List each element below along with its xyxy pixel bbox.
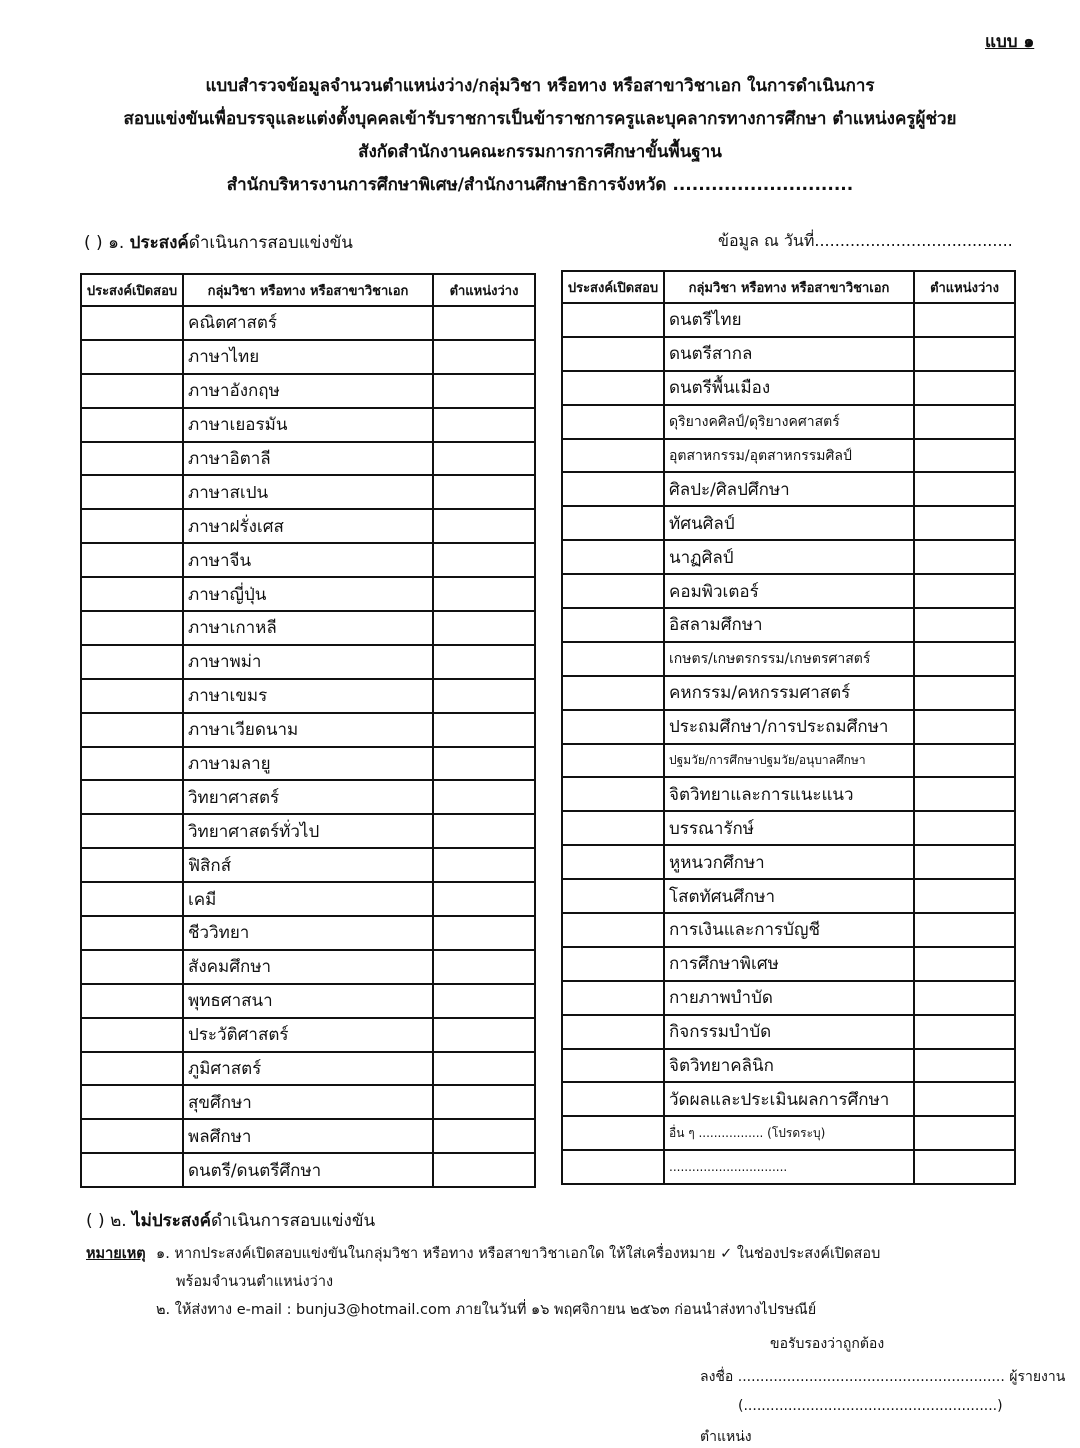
table-row xyxy=(81,950,535,984)
table-header-row xyxy=(81,274,535,306)
subject-name: ภาษามลายู xyxy=(183,747,433,781)
subject-name: ภูมิศาสตร์ xyxy=(183,1052,433,1086)
open-checkbox-cell[interactable] xyxy=(562,439,664,473)
header-subject: กลุ่มวิชา หรือทาง หรือสาขาวิชาเอก xyxy=(183,274,433,306)
note-2: ๒. ให้ส่งทาง e-mail : bunju3@hotmail.com ภายในวันที่ ๑๖ พฤศจิกายน ๒๕๖๓ ก่อนนำส่งทางไปรษณีย์ xyxy=(156,1302,817,1318)
open-checkbox-cell[interactable] xyxy=(81,814,183,848)
table-row xyxy=(81,577,535,611)
table-row xyxy=(81,713,535,747)
open-checkbox-cell[interactable] xyxy=(562,472,664,506)
open-checkbox-cell[interactable] xyxy=(81,374,183,408)
vacancy-count-cell[interactable] xyxy=(914,303,1015,337)
subject-name: การศึกษาพิเศษ xyxy=(664,947,914,981)
vacancy-count-cell[interactable] xyxy=(914,439,1015,473)
open-checkbox-cell[interactable] xyxy=(81,747,183,781)
vacancy-count-cell[interactable] xyxy=(914,947,1015,981)
option-1[interactable] xyxy=(84,229,353,256)
table-row xyxy=(81,1119,535,1153)
subject-name: จิตวิทยาและการแนะแนว xyxy=(664,777,914,811)
vacancy-count-cell[interactable] xyxy=(433,645,535,679)
open-checkbox-cell[interactable] xyxy=(81,645,183,679)
open-checkbox-cell[interactable] xyxy=(562,710,664,744)
vacancy-count-cell[interactable] xyxy=(914,574,1015,608)
table-row xyxy=(81,814,535,848)
subject-name: ศิลปะ/ศิลปศึกษา xyxy=(664,472,914,506)
signature-line[interactable]: ลงชื่อ ............................................................ ผู้รายงาน xyxy=(700,1369,1066,1385)
table-row xyxy=(81,679,535,713)
table-row xyxy=(562,574,1015,608)
vacancy-count-cell[interactable] xyxy=(914,744,1015,778)
vacancy-count-cell[interactable] xyxy=(914,1150,1015,1184)
subject-name: นาฏศิลป์ xyxy=(664,540,914,574)
note-1-continued: พร้อมจำนวนตำแหน่งว่าง xyxy=(176,1274,334,1290)
vacancy-count-cell[interactable] xyxy=(914,608,1015,642)
open-checkbox-cell[interactable] xyxy=(81,1052,183,1086)
table-row xyxy=(562,303,1015,337)
header-open: ประสงค์เปิดสอบ xyxy=(562,271,664,303)
table-row xyxy=(81,916,535,950)
vacancy-count-cell[interactable] xyxy=(433,1119,535,1153)
subject-name: ปฐมวัย/การศึกษาปฐมวัย/อนุบาลศึกษา xyxy=(664,744,914,778)
vacancy-count-cell[interactable] xyxy=(914,879,1015,913)
subject-name: ภาษาสเปน xyxy=(183,475,433,509)
open-checkbox-cell[interactable] xyxy=(81,780,183,814)
vacancy-count-cell[interactable] xyxy=(914,405,1015,439)
table-row xyxy=(81,1153,535,1187)
table-row xyxy=(81,442,535,476)
open-checkbox-cell[interactable] xyxy=(81,713,183,747)
vacancy-count-cell[interactable] xyxy=(914,777,1015,811)
open-checkbox-cell[interactable] xyxy=(81,679,183,713)
table-row xyxy=(81,747,535,781)
table-row xyxy=(81,374,535,408)
certify-text: ขอรับรองว่าถูกต้อง xyxy=(770,1336,885,1352)
subject-table-right xyxy=(561,270,1016,1185)
form-heading xyxy=(0,70,1080,202)
table-row xyxy=(562,540,1015,574)
note-1: ๑. หากประสงค์เปิดสอบแข่งขันในกลุ่มวิชา หรือทาง หรือสาขาวิชาเอกใด ให้ใส่เครื่องหมาย ✓ ในช่องประสงค์เปิดสอบ xyxy=(156,1246,881,1262)
open-checkbox-cell[interactable] xyxy=(562,1150,664,1184)
header-vacant: ตำแหน่งว่าง xyxy=(433,274,535,306)
notes-label: หมายเหตุ xyxy=(86,1246,146,1262)
subject-name: ดนตรีพื้นเมือง xyxy=(664,371,914,405)
table-row xyxy=(562,710,1015,744)
table-row xyxy=(562,981,1015,1015)
open-checkbox-cell[interactable] xyxy=(81,340,183,374)
table-row xyxy=(562,405,1015,439)
open-checkbox-cell[interactable] xyxy=(81,848,183,882)
vacancy-count-cell[interactable] xyxy=(433,848,535,882)
open-checkbox-cell[interactable] xyxy=(562,574,664,608)
vacancy-count-cell[interactable] xyxy=(433,814,535,848)
subject-name: วัดผลและประเมินผลการศึกษา xyxy=(664,1082,914,1116)
subject-name: ภาษาพม่า xyxy=(183,645,433,679)
table-row xyxy=(562,1015,1015,1049)
vacancy-count-cell[interactable] xyxy=(914,811,1015,845)
subject-name: ประวัติศาสตร์ xyxy=(183,1018,433,1052)
open-checkbox-cell[interactable] xyxy=(562,337,664,371)
vacancy-count-cell[interactable] xyxy=(433,374,535,408)
subject-name: ดุริยางคศิลป์/ดุริยางคศาสตร์ xyxy=(664,405,914,439)
table-row xyxy=(562,947,1015,981)
subject-name: ฟิสิกส์ xyxy=(183,848,433,882)
table-row xyxy=(562,642,1015,676)
subject-name: ภาษาญี่ปุ่น xyxy=(183,577,433,611)
table-row xyxy=(562,1049,1015,1083)
form-code: แบบ ๑ xyxy=(985,32,1035,52)
vacancy-count-cell[interactable] xyxy=(914,540,1015,574)
open-checkbox-cell[interactable] xyxy=(81,509,183,543)
vacancy-count-cell[interactable] xyxy=(433,780,535,814)
table-row xyxy=(562,371,1015,405)
position-label: ตำแหน่ง xyxy=(700,1429,752,1445)
subject-name: การเงินและการบัญชี xyxy=(664,913,914,947)
subject-name: ชีววิทยา xyxy=(183,916,433,950)
table-row xyxy=(562,913,1015,947)
subject-name: วิทยาศาสตร์ xyxy=(183,780,433,814)
vacancy-count-cell[interactable] xyxy=(914,1082,1015,1116)
table-row xyxy=(81,780,535,814)
vacancy-count-cell[interactable] xyxy=(433,340,535,374)
vacancy-count-cell[interactable] xyxy=(433,747,535,781)
subject-name: อุตสาหกรรม/อุตสาหกรรมศิลป์ xyxy=(664,439,914,473)
subject-name: วิทยาศาสตร์ทั่วไป xyxy=(183,814,433,848)
table-row xyxy=(81,645,535,679)
vacancy-count-cell[interactable] xyxy=(914,981,1015,1015)
vacancy-count-cell[interactable] xyxy=(433,577,535,611)
open-checkbox-cell[interactable] xyxy=(81,442,183,476)
open-checkbox-cell[interactable] xyxy=(81,475,183,509)
header-open: ประสงค์เปิดสอบ xyxy=(81,274,183,306)
open-checkbox-cell[interactable] xyxy=(562,1082,664,1116)
open-checkbox-cell[interactable] xyxy=(562,540,664,574)
vacancy-count-cell[interactable] xyxy=(433,1052,535,1086)
open-checkbox-cell[interactable] xyxy=(562,371,664,405)
table-row xyxy=(81,475,535,509)
open-checkbox-cell[interactable] xyxy=(81,1153,183,1187)
table-row xyxy=(81,340,535,374)
vacancy-count-cell[interactable] xyxy=(433,509,535,543)
open-checkbox-cell[interactable] xyxy=(562,777,664,811)
open-checkbox-cell[interactable] xyxy=(562,506,664,540)
subject-name: สุขศึกษา xyxy=(183,1085,433,1119)
vacancy-count-cell[interactable] xyxy=(914,1015,1015,1049)
vacancy-count-cell[interactable] xyxy=(914,710,1015,744)
subject-name: ภาษาจีน xyxy=(183,543,433,577)
subject-name: จิตวิทยาคลินิก xyxy=(664,1049,914,1083)
subject-name: โสตทัศนศึกษา xyxy=(664,879,914,913)
open-checkbox-cell[interactable] xyxy=(81,1085,183,1119)
table-row xyxy=(81,1052,535,1086)
table-row xyxy=(562,811,1015,845)
vacancy-count-cell[interactable] xyxy=(433,1085,535,1119)
open-checkbox-cell[interactable] xyxy=(81,950,183,984)
vacancy-count-cell[interactable] xyxy=(433,916,535,950)
subject-name: ภาษาเยอรมัน xyxy=(183,408,433,442)
subject-name: ดนตรีสากล xyxy=(664,337,914,371)
subject-name: พลศึกษา xyxy=(183,1119,433,1153)
vacancy-count-cell[interactable] xyxy=(433,475,535,509)
open-checkbox-cell[interactable] xyxy=(562,981,664,1015)
as-of-date: ข้อมูล ณ วันที่....................................... xyxy=(718,231,1013,250)
vacancy-count-cell[interactable] xyxy=(433,442,535,476)
open-checkbox-cell[interactable] xyxy=(562,811,664,845)
option-2[interactable] xyxy=(86,1207,375,1234)
subject-name: เคมี xyxy=(183,882,433,916)
open-checkbox-cell[interactable] xyxy=(81,611,183,645)
vacancy-count-cell[interactable] xyxy=(433,1153,535,1187)
open-checkbox-cell[interactable] xyxy=(562,1015,664,1049)
subject-name: ทัศนศิลป์ xyxy=(664,506,914,540)
open-checkbox-cell[interactable] xyxy=(81,882,183,916)
vacancy-count-cell[interactable] xyxy=(914,642,1015,676)
open-checkbox-cell[interactable] xyxy=(562,405,664,439)
subject-name: ภาษาอิตาลี xyxy=(183,442,433,476)
table-row xyxy=(81,509,535,543)
table-row xyxy=(81,611,535,645)
subject-name: กายภาพบำบัด xyxy=(664,981,914,1015)
subject-name: ดนตรีไทย xyxy=(664,303,914,337)
table-row xyxy=(81,543,535,577)
heading-line-3: สังกัดสำนักงานคณะกรรมการการศึกษาขั้นพื้นฐาน xyxy=(358,142,722,162)
subject-name: อื่น ๆ ................. (โปรดระบุ) xyxy=(664,1116,914,1150)
subject-name: อิสลามศึกษา xyxy=(664,608,914,642)
heading-line-1: แบบสำรวจข้อมูลจำนวนตำแหน่งว่าง/กลุ่มวิชา หรือทาง หรือสาขาวิชาเอก ในการดำเนินการ xyxy=(205,76,875,96)
open-checkbox-cell[interactable] xyxy=(562,744,664,778)
subject-name: ภาษาอังกฤษ xyxy=(183,374,433,408)
heading-line-2: สอบแข่งขันเพื่อบรรจุและแต่งตั้งบุคคลเข้ารับราชการเป็นข้าราชการครูและบุคลากรทางการศึกษา ตำแหน่งครูผู้ช่วย xyxy=(123,109,957,129)
open-checkbox-cell[interactable] xyxy=(81,306,183,340)
open-checkbox-cell[interactable] xyxy=(562,642,664,676)
subject-name: ประถมศึกษา/การประถมศึกษา xyxy=(664,710,914,744)
table-row xyxy=(81,408,535,442)
open-checkbox-cell[interactable] xyxy=(81,916,183,950)
vacancy-count-cell[interactable] xyxy=(433,408,535,442)
table-row xyxy=(562,879,1015,913)
open-checkbox-cell[interactable] xyxy=(562,845,664,879)
subject-name: สังคมศึกษา xyxy=(183,950,433,984)
table-row xyxy=(562,1082,1015,1116)
table-row xyxy=(562,676,1015,710)
vacancy-count-cell[interactable] xyxy=(433,984,535,1018)
table-row xyxy=(562,777,1015,811)
vacancy-count-cell[interactable] xyxy=(914,1116,1015,1150)
open-checkbox-cell[interactable] xyxy=(81,984,183,1018)
table-row xyxy=(562,439,1015,473)
vacancy-count-cell[interactable] xyxy=(433,1018,535,1052)
vacancy-count-cell[interactable] xyxy=(914,1049,1015,1083)
open-checkbox-cell[interactable] xyxy=(81,1119,183,1153)
subject-name: ภาษาเวียดนาม xyxy=(183,713,433,747)
open-checkbox-cell[interactable] xyxy=(562,947,664,981)
subject-name: ภาษาเขมร xyxy=(183,679,433,713)
subject-name: ภาษาเกาหลี xyxy=(183,611,433,645)
vacancy-count-cell[interactable] xyxy=(433,713,535,747)
vacancy-count-cell[interactable] xyxy=(433,543,535,577)
option-1-bold: ประสงค์ xyxy=(129,233,189,253)
option-2-bold: ไม่ประสงค์ xyxy=(132,1211,211,1231)
open-checkbox-cell[interactable] xyxy=(562,913,664,947)
vacancy-count-cell[interactable] xyxy=(433,950,535,984)
vacancy-count-cell[interactable] xyxy=(433,306,535,340)
table-row xyxy=(81,1018,535,1052)
subject-name: พุทธศาสนา xyxy=(183,984,433,1018)
open-checkbox-cell[interactable] xyxy=(81,543,183,577)
table-row xyxy=(81,306,535,340)
table-row xyxy=(562,337,1015,371)
open-checkbox-cell[interactable] xyxy=(81,1018,183,1052)
notes xyxy=(86,1240,880,1324)
header-vacant: ตำแหน่งว่าง xyxy=(914,271,1015,303)
subject-name: คอมพิวเตอร์ xyxy=(664,574,914,608)
subject-name: ............................... xyxy=(664,1150,914,1184)
table-row xyxy=(562,845,1015,879)
table-row xyxy=(81,882,535,916)
vacancy-count-cell[interactable] xyxy=(433,611,535,645)
subject-name: ภาษาฝรั่งเศส xyxy=(183,509,433,543)
option-2-prefix: ( ) ๒. xyxy=(86,1211,133,1231)
subject-name: ภาษาไทย xyxy=(183,340,433,374)
vacancy-count-cell[interactable] xyxy=(914,337,1015,371)
subject-name: บรรณารักษ์ xyxy=(664,811,914,845)
option-1-prefix: ( ) ๑. xyxy=(84,233,130,253)
open-checkbox-cell[interactable] xyxy=(81,577,183,611)
subject-table-left xyxy=(80,273,536,1188)
signature-name-line[interactable]: (.........................................................) xyxy=(738,1398,1003,1414)
table-row xyxy=(562,472,1015,506)
vacancy-count-cell[interactable] xyxy=(433,679,535,713)
subject-name: เกษตร/เกษตรกรรม/เกษตรศาสตร์ xyxy=(664,642,914,676)
table-row xyxy=(562,608,1015,642)
subject-name: หูหนวกศึกษา xyxy=(664,845,914,879)
vacancy-count-cell[interactable] xyxy=(914,371,1015,405)
vacancy-count-cell[interactable] xyxy=(914,506,1015,540)
open-checkbox-cell[interactable] xyxy=(562,879,664,913)
table-row xyxy=(562,744,1015,778)
heading-line-4: สำนักบริหารงานการศึกษาพิเศษ/สำนักงานศึกษาธิการจังหวัด ............................ xyxy=(226,175,854,195)
option-2-rest: ดำเนินการสอบแข่งขัน xyxy=(210,1211,376,1231)
vacancy-count-cell[interactable] xyxy=(914,676,1015,710)
subject-name: กิจกรรมบำบัด xyxy=(664,1015,914,1049)
table-header-row xyxy=(562,271,1015,303)
vacancy-count-cell[interactable] xyxy=(914,845,1015,879)
subject-name: ดนตรี/ดนตรีศึกษา xyxy=(183,1153,433,1187)
vacancy-count-cell[interactable] xyxy=(914,472,1015,506)
open-checkbox-cell[interactable] xyxy=(562,1116,664,1150)
option-1-rest: ดำเนินการสอบแข่งขัน xyxy=(188,233,353,253)
open-checkbox-cell[interactable] xyxy=(562,1049,664,1083)
table-row xyxy=(81,848,535,882)
table-row xyxy=(81,1085,535,1119)
open-checkbox-cell[interactable] xyxy=(81,408,183,442)
table-row xyxy=(562,506,1015,540)
vacancy-count-cell[interactable] xyxy=(433,882,535,916)
subject-name: คหกรรม/คหกรรมศาสตร์ xyxy=(664,676,914,710)
table-row xyxy=(562,1116,1015,1150)
table-row xyxy=(562,1150,1015,1184)
subject-name: คณิตศาสตร์ xyxy=(183,306,433,340)
open-checkbox-cell[interactable] xyxy=(562,303,664,337)
table-row xyxy=(81,984,535,1018)
header-subject: กลุ่มวิชา หรือทาง หรือสาขาวิชาเอก xyxy=(664,271,914,303)
open-checkbox-cell[interactable] xyxy=(562,676,664,710)
vacancy-count-cell[interactable] xyxy=(914,913,1015,947)
open-checkbox-cell[interactable] xyxy=(562,608,664,642)
